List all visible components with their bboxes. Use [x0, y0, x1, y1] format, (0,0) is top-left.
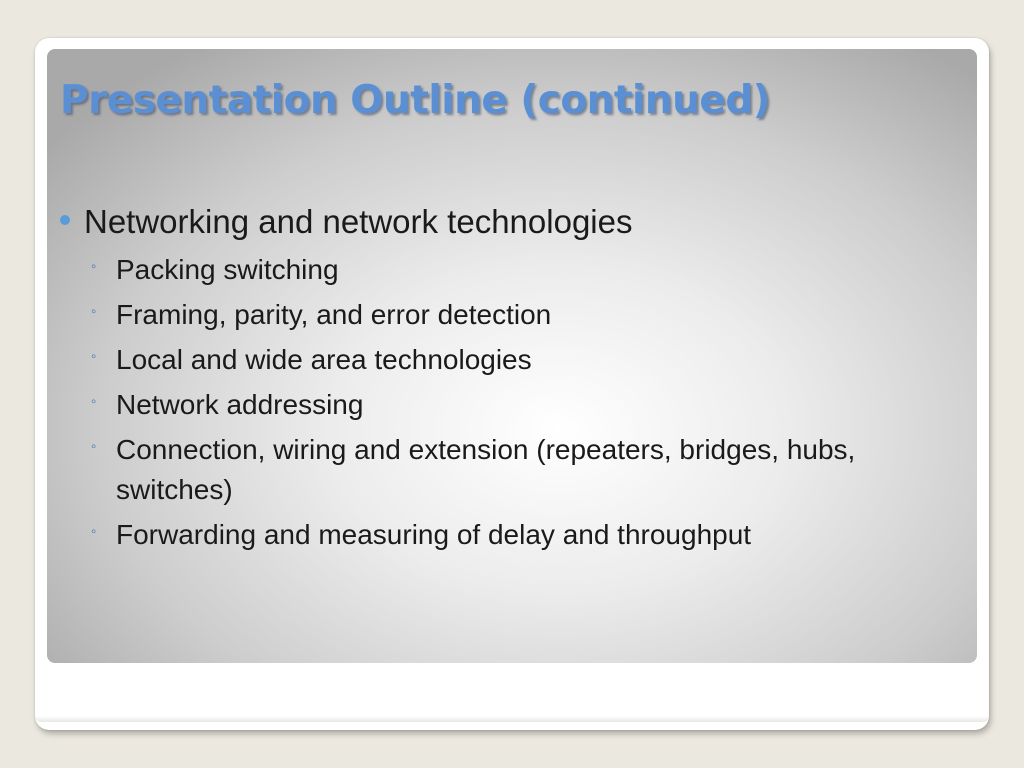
main-bullet: [60, 200, 975, 244]
sub-bullet-text: Local and wide area technologies: [116, 344, 532, 375]
sub-bullet: [91, 250, 975, 290]
sub-bullet-text: Forwarding and measuring of delay and throughput: [116, 519, 752, 550]
slide-title: Presentation Outline (continued): [60, 78, 771, 123]
sub-bullet: [91, 340, 975, 380]
sub-bullet: [91, 295, 975, 335]
sub-bullet-text: Network addressing: [116, 389, 364, 420]
sub-bullet-list: [60, 250, 975, 555]
ring-bullet-icon: ◦: [91, 303, 97, 320]
sub-bullet: [91, 515, 975, 555]
sub-bullet: [91, 385, 975, 425]
ring-bullet-icon: ◦: [91, 258, 97, 275]
main-bullet-text: Networking and network technologies: [84, 203, 633, 240]
ring-bullet-icon: ◦: [91, 348, 97, 365]
filled-circle-bullet-icon: [60, 215, 70, 225]
sub-bullet: [91, 430, 975, 510]
sub-bullet-text: Framing, parity, and error detection: [116, 299, 552, 330]
slide-footer-divider: [35, 716, 989, 722]
ring-bullet-icon: ◦: [91, 523, 97, 540]
sub-bullet-text: Connection, wiring and extension (repeaters, bridges, hubs, switches): [116, 434, 856, 505]
sub-bullet-text: Packing switching: [116, 254, 339, 285]
ring-bullet-icon: ◦: [91, 393, 97, 410]
ring-bullet-icon: ◦: [91, 438, 97, 455]
bullet-list: [60, 200, 975, 560]
